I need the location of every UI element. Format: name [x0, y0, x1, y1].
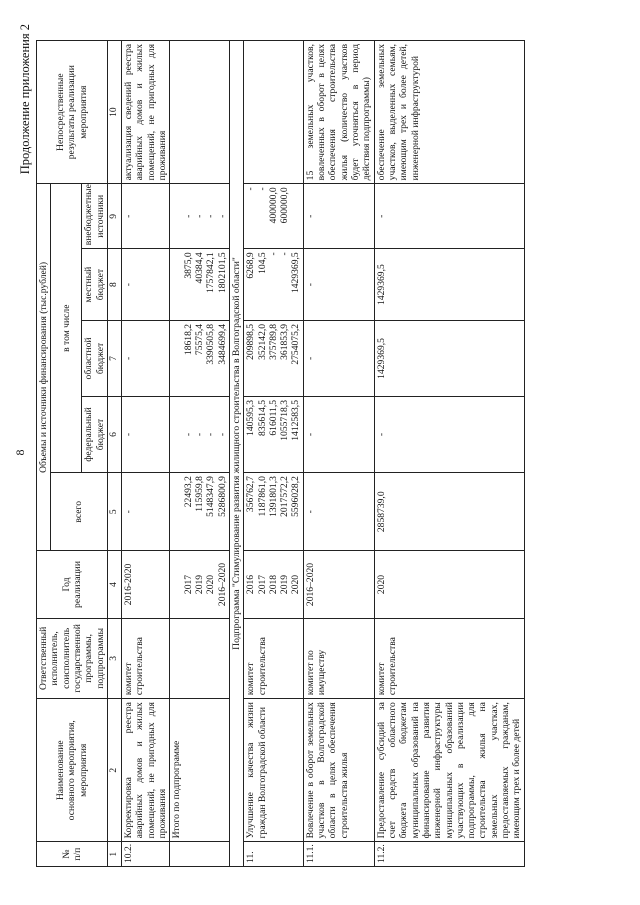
subprogram-row	[229, 41, 243, 867]
executor: комитет строительства	[244, 618, 304, 699]
federal-amount: -	[122, 396, 170, 472]
total-amount: -	[303, 473, 374, 551]
page-number: 8	[13, 449, 27, 456]
extra-amount: -	[122, 184, 170, 249]
local-amount: 1429369,5	[374, 249, 524, 321]
subtotal-row	[170, 41, 230, 867]
result: обеспечение земельных участков, выделенных семьям, имеющим трех и более детей, инженерной инфраструктурой	[374, 41, 524, 184]
activity-name: Вовлечение в оборот земельных участков в Волгоградской области в целях обеспечения строительства жилья	[303, 699, 374, 842]
column-number: 3	[107, 618, 121, 699]
regional-amount: 1429369,5	[374, 320, 524, 396]
column-number: 6	[107, 396, 121, 472]
total-amount: 2858739,0	[374, 473, 524, 551]
subprogram-title: Подпрограмма "Стимулирование развития жилищного строительства в Волгоградской области"	[229, 41, 243, 867]
year: 2017 2019 2020 2016–2020	[170, 551, 230, 618]
year: 2016 2017 2018 2019 2020	[244, 551, 304, 618]
column-number: 7	[107, 320, 121, 396]
activity-name: Итого по подпрограмме	[170, 699, 230, 842]
header-activity-name: Наименование основного мероприятия, мероприятия	[37, 699, 108, 842]
local-amount: 3875,0 40384,4 1757842,1 1802101,5	[170, 249, 230, 321]
extra-amount: -	[374, 184, 524, 249]
table-row	[244, 41, 304, 867]
result: 15 земельных участков, вовлеченных в оборот в целях обеспечения строительства жилья (количество участков будет уточняться в период действия подпрограммы)	[303, 41, 374, 184]
executor	[170, 618, 230, 699]
column-number: 9	[107, 184, 121, 249]
total-amount: -	[122, 473, 170, 551]
row-number	[170, 842, 230, 867]
column-number: 8	[107, 249, 121, 321]
local-amount: -	[303, 249, 374, 321]
header-extra: внебюджетные источники	[82, 184, 108, 249]
header-funding: Объемы и источники финансирования (тыс.рублей)	[37, 184, 51, 551]
row-number: 10.2.	[122, 842, 170, 867]
table-row	[303, 41, 374, 867]
regional-amount: 18618,2 75575,4 3390505,8 3484699,4	[170, 320, 230, 396]
row-number: 11.1.	[303, 842, 374, 867]
header-year: Год реализации	[37, 551, 108, 618]
extra-amount: -	[303, 184, 374, 249]
header-regional: областной бюджет	[82, 320, 108, 396]
column-number: 10	[107, 41, 121, 184]
row-number: 11.	[244, 842, 304, 867]
result: актуализация сведений реестра аварийных домов и жилых помещений, не пригодных для проживания	[122, 41, 170, 184]
local-amount: 6268,9 104,5 - - 1429369,5	[244, 249, 304, 321]
federal-amount: -	[374, 396, 524, 472]
total-amount: 22493,2 115959,8 5148347,9 5286800,9	[170, 473, 230, 551]
header-number: № п/п	[37, 842, 108, 867]
result	[244, 41, 304, 184]
table-row	[374, 41, 524, 867]
federal-amount: -	[303, 396, 374, 472]
federal-amount: 140595,3 835614,5 616011,5 1055718,3 1412583,5	[244, 396, 304, 472]
year: 2016–2020	[303, 551, 374, 618]
executor: комитет по имуществу	[303, 618, 374, 699]
header-results: Непосредственные результаты реализации мероприятия	[37, 41, 108, 184]
header-total: всего	[51, 473, 108, 551]
program-table	[36, 40, 525, 867]
year: 2020	[374, 551, 524, 618]
table-row	[122, 41, 170, 867]
column-number: 5	[107, 473, 121, 551]
header-federal: федеральный бюджет	[82, 396, 108, 472]
executor: комитет строительства	[374, 618, 524, 699]
extra-amount: - - - -	[170, 184, 230, 249]
regional-amount: 209898,5 352142,0 375789,8 361853,9 2754075,2	[244, 320, 304, 396]
extra-amount: - - 400000,0 600000,0	[244, 184, 304, 249]
local-amount: -	[122, 249, 170, 321]
header-including: в том числе	[51, 184, 82, 473]
activity-name: Корректировка реестра аварийных домов и жилых помещений, не пригодных для проживания	[122, 699, 170, 842]
federal-amount: - - - -	[170, 396, 230, 472]
total-amount: 356762,7 1187861,0 1391801,3 2017572,2 5596028,2	[244, 473, 304, 551]
executor: комитет строительства	[122, 618, 170, 699]
regional-amount: -	[303, 320, 374, 396]
year: 2016-2020	[122, 551, 170, 618]
result	[170, 41, 230, 184]
appendix-label: Продолжение приложения 2	[18, 24, 32, 175]
column-number-row	[107, 41, 121, 867]
column-number: 1	[107, 842, 121, 867]
regional-amount: -	[122, 320, 170, 396]
activity-name: Улучшение качества жизни граждан Волгоградской области	[244, 699, 304, 842]
column-number: 2	[107, 699, 121, 842]
header-local: местный бюджет	[82, 249, 108, 321]
header-executor: Ответственный исполнитель, соисполнитель государственной программы, подпрограммы	[37, 618, 108, 699]
column-number: 4	[107, 551, 121, 618]
activity-name: Предоставление субсидий за счет средств областного бюджета бюджетам муниципальных образований на финансирование развития инженерной инфраструктуры муниципальных образований участвующих в реализации подпрограммы, для строительства жилья на земельных участках, предоставляемых гражданам, имеющим трех и более детей	[374, 699, 524, 842]
row-number: 11.2.	[374, 842, 524, 867]
